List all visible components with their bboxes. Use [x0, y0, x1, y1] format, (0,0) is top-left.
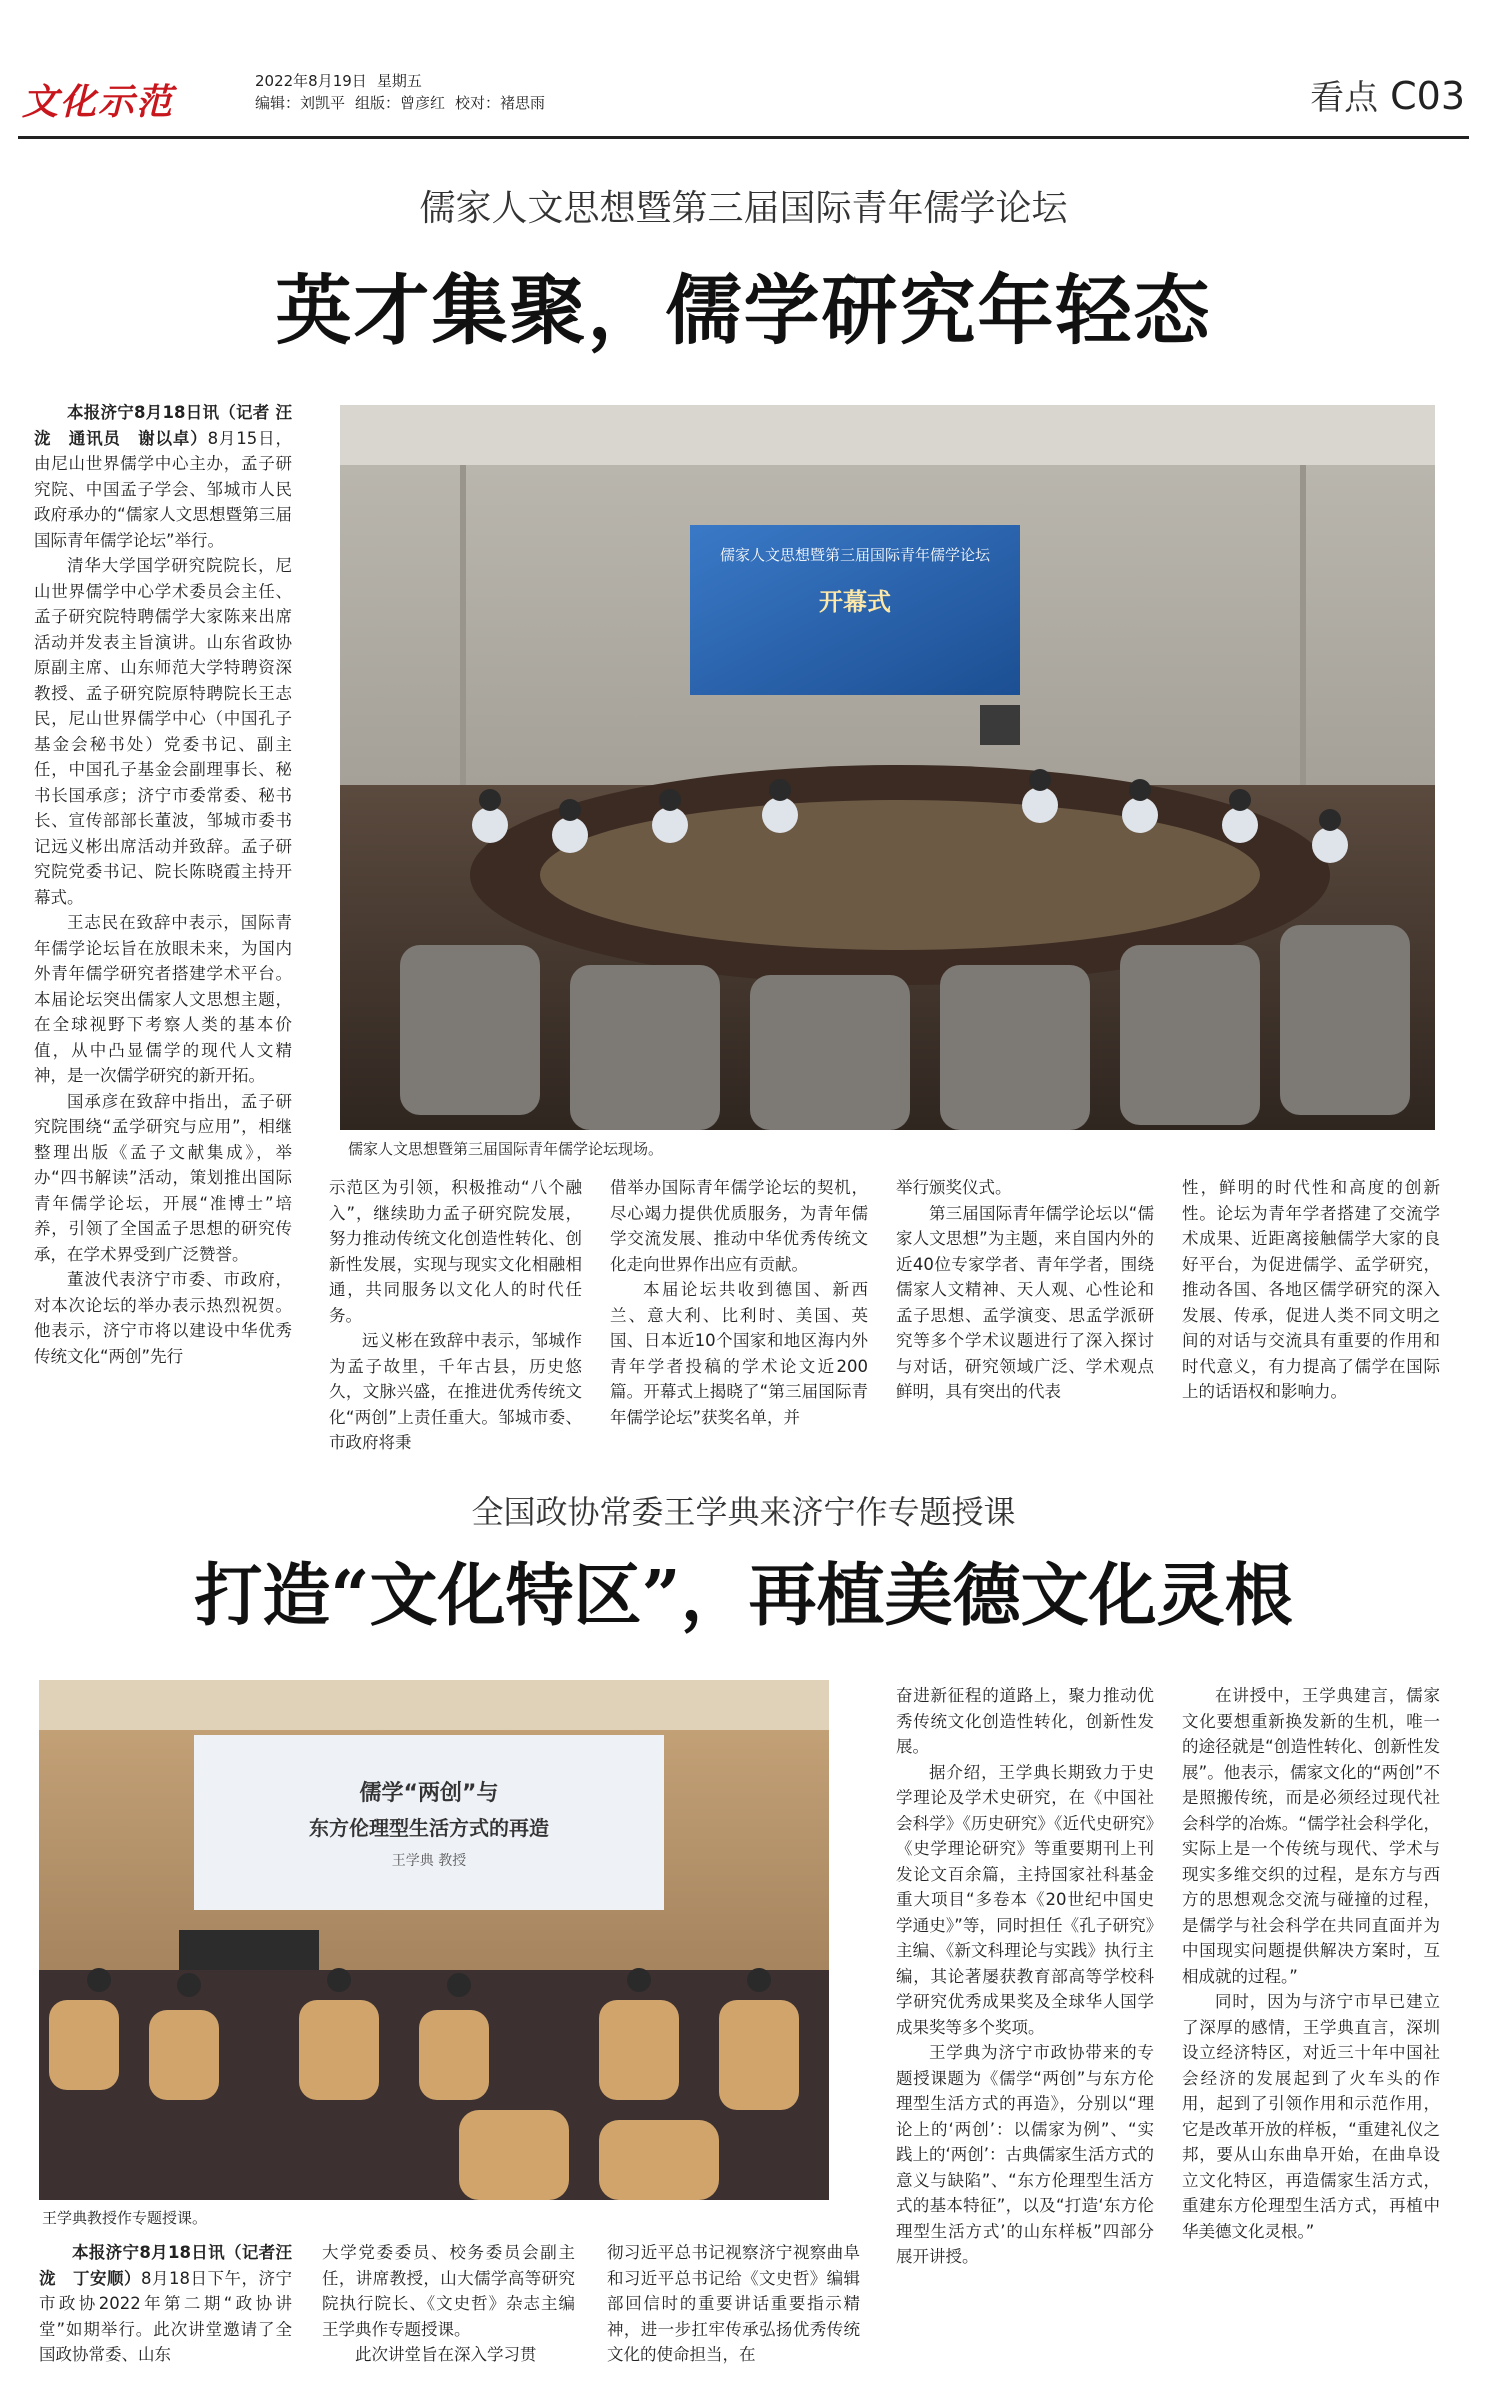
- article2-column-2: [322, 2240, 575, 2370]
- paragraph-text: 借举办国际青年儒学论坛的契机，尽心竭力提供优质服务，为青年儒学交流发展、推动中华优秀传统文化走向世界作出应有贡献。: [610, 1178, 868, 1274]
- paragraph: [1182, 1989, 1440, 2244]
- paragraph: [34, 1089, 292, 1268]
- paragraph-text: 在讲授中，王学典建言，儒家文化要想重新换发新的生机，唯一的途径就是“创造性转化、创新性发展”。他表示，儒家文化的“两创”不是照搬传统，而是必须经过现代社会科学的冶炼。“儒学社会科学化，实际上是一个传统与现代、学术与现实多维交织的过程，是东方与西方的思想观念交流与碰撞的过程，是儒学与社会科学在共同直面并为中国现实问题提供解决方案时，互相成就的过程。”: [1182, 1686, 1440, 1986]
- paragraph: [1182, 1683, 1440, 1989]
- paragraph: [1182, 1175, 1440, 1405]
- paragraph-text: 国承彦在致辞中指出，孟子研究院围绕“孟学研究与应用”，相继整理出版《孟子文献集成》，举办“四书解读”活动，策划推出国际青年儒学论坛，开展“准博士”培养，引领了全国孟子思想的研究传承，在学术界受到广泛赞誉。: [34, 1091, 292, 1264]
- paragraph-text: 清华大学国学研究院院长，尼山世界儒学中心学术委员会主任、孟子研究院特聘儒学大家陈来出席活动并发表主旨演讲。山东省政协原副主席、山东师范大学特聘资深教授、孟子研究院原特聘院长王志民，尼山世界儒学中心（中国孔子基金会秘书处）党委书记、副主任，中国孔子基金会副理事长、秘书长国承彦；济宁市委常委、秘书长、宣传部部长董波，邹城市委书记远义彬出席活动并致辞。孟子研究院党委书记、院长陈晓霞主持开幕式。: [34, 556, 292, 907]
- photo-screen-subtitle: 开幕式: [819, 588, 891, 616]
- paragraph: [896, 1760, 1154, 2041]
- article1-column-3: [610, 1175, 868, 1427]
- paragraph-text: 董波代表济宁市委、市政府，对本次论坛的举办表示热烈祝贺。他表示，济宁市将以建设中华优秀传统文化“两创”先行: [34, 1270, 292, 1366]
- paragraph: [610, 1175, 868, 1277]
- dateline: 本报济宁8月18日讯（记者汪泷 丁安顺）: [39, 2243, 292, 2288]
- paragraph-text: 此次讲堂旨在深入学习贯: [355, 2345, 537, 2364]
- paragraph-text: 8月15日，由尼山世界儒学中心主办，孟子研究院、中国孟子学会、邹城市人民政府承办的“儒家人文思想暨第三届国际青年儒学论坛”举行。: [34, 428, 293, 550]
- page-number: C03: [1390, 74, 1465, 118]
- article2-column-1: [39, 2240, 292, 2370]
- paragraph: [329, 1175, 582, 1328]
- lecture-screen-title-2: 东方伦理型生活方式的再造: [309, 1816, 549, 1840]
- paragraph: [896, 1683, 1154, 1760]
- paragraph: [329, 1328, 582, 1456]
- editor-credit: 编辑：刘凯平: [255, 94, 346, 112]
- paragraph: [34, 1267, 292, 1369]
- column-label: 看点: [1310, 78, 1379, 118]
- section-logo: 文化示范: [22, 82, 175, 123]
- paragraph: [322, 2342, 575, 2368]
- layout-credit: 组版：曾彦红: [355, 94, 446, 112]
- article2-column-3: [607, 2240, 860, 2370]
- lecture-photo-illustration: [39, 1680, 829, 2200]
- article2-column-5: [1182, 1683, 1440, 2373]
- paragraph-text: 本届论坛共收到德国、新西兰、意大利、比利时、美国、英国、日本近10个国家和地区海内外青年学者投稿的学术论文近200篇。开幕式上揭晓了“第三届国际青年儒学论坛”获奖名单，并: [610, 1280, 868, 1427]
- paragraph-text: 同时，因为与济宁市早已建立了深厚的感情，王学典直言，深圳设立经济特区，对近三十年中国社会经济的发展起到了火车头的作用，起到了引领作用和示范作用，它是改革开放的样板，“重建礼仪之邦，要从山东曲阜开始，在曲阜设立文化特区，再造儒家生活方式，重建东方伦理型生活方式，再植中华美德文化灵根。”: [1182, 1992, 1440, 2241]
- article1-kicker: 儒家人文思想暨第三届国际青年儒学论坛: [419, 188, 1068, 229]
- paragraph-text: 8月18日下午，济宁市政协2022年第二期“政协讲堂”如期举行。此次讲堂邀请了全国政协常委、山东: [39, 2268, 292, 2364]
- proof-credit: 校对：褚思雨: [455, 94, 546, 112]
- page-marker: [1310, 70, 1465, 119]
- paragraph-text: 第三届国际青年儒学论坛以“儒家人文思想”为主题，来自国内外的近40位专家学者、青年学者，围绕儒家人文精神、天人观、心性论和孟子思想、孟学演变、思孟学派研究等多个学术议题进行了深入探讨与对话，研究领域广泛、学术观点鲜明，具有突出的代表: [896, 1203, 1154, 1401]
- lecture-screen-speaker: 王学典 教授: [391, 1853, 467, 1869]
- paragraph-text: 据介绍，王学典长期致力于史学理论及学术史研究，在《中国社会科学》《历史研究》《近代史研究》《史学理论研究》等重要期刊上刊发论文百余篇，主持国家社科基金重大项目“多卷本《20世纪中国史学通史》”等，同时担任《孔子研究》主编、《新文科理论与实践》执行主编，其论著屡获教育部高等学校科学研究优秀成果奖及全球华人国学成果奖等多个奖项。: [896, 1762, 1154, 2037]
- paragraph-text: 示范区为引领，积极推动“八个融入”，继续助力孟子研究院发展，努力推动传统文化创造性转化、创新性发展，实现与现实文化相融相通，共同服务以文化人的时代任务。: [329, 1178, 582, 1325]
- paragraph: [896, 1201, 1154, 1405]
- paragraph-text: 彻习近平总书记视察济宁视察曲阜和习近平总书记给《文史哲》编辑部回信时的重要讲话重要指示精神，进一步扛牢传承弘扬优秀传统文化的使命担当，在: [607, 2243, 860, 2364]
- forum-photo-caption: 儒家人文思想暨第三届国际青年儒学论坛现场。: [348, 1140, 664, 1158]
- article2-column-4: [896, 1683, 1154, 2373]
- issue-weekday: 星期五: [376, 72, 422, 90]
- paragraph-text: 性，鲜明的时代性和高度的创新性。论坛为青年学者搭建了交流学术成果、近距离接触儒学大家的良好平台，为促进儒学、孟学研究，推动各国、各地区儒学研究的深入发展、传承，促进人类不同文明之间的对话与交流具有重要的作用和时代意义，有力提高了儒学在国际上的话语权和影响力。: [1182, 1178, 1440, 1401]
- paragraph: [896, 2040, 1154, 2270]
- paragraph: [34, 553, 292, 910]
- forum-photo: [340, 405, 1435, 1130]
- paragraph: [34, 910, 292, 1089]
- photo-screen-title: 儒家人文思想暨第三届国际青年儒学论坛: [719, 546, 991, 564]
- article1-column-5: [1182, 1175, 1440, 1415]
- paragraph-text: 王学典为济宁市政协带来的专题授课题为《儒学“两创”与东方伦理型生活方式的再造》，分别以“理论上的‘两创’：以儒家为例”、“实践上的‘两创’：古典儒家生活方式的意义与缺陷”、“东方伦理型生活方式的基本特征”，以及“打造‘东方伦理型生活方式’的山东样板”四部分展开讲授。: [896, 2043, 1154, 2266]
- lecture-screen-title: 儒学“两创”与: [359, 1781, 499, 1806]
- paragraph-text: 远义彬在致辞中表示，邹城作为孟子故里，千年古县，历史悠久，文脉兴盛，在推进优秀传统文化“两创”上责任重大。邹城市委、市政府将秉: [329, 1331, 582, 1452]
- paragraph: [34, 400, 292, 553]
- issue-date: 2022年8月19日: [255, 72, 367, 90]
- lecture-photo: [39, 1680, 829, 2200]
- paragraph-text: 王志民在致辞中表示，国际青年儒学论坛旨在放眼未来，为国内外青年儒学研究者搭建学术平台。本届论坛突出儒家人文思想主题，在全球视野下考察人类的基本价值，从中凸显儒学的现代人文精神，是一次儒学研究的新开拓。: [34, 913, 292, 1085]
- article2-headline: 打造“文化特区”，再植美德文化灵根: [194, 1556, 1293, 1636]
- article1-headline: 英才集聚，儒学研究年轻态: [275, 266, 1212, 355]
- article2-kicker: 全国政协常委王学典来济宁作专题授课: [471, 1493, 1016, 1531]
- masthead-meta: [255, 70, 555, 114]
- article1-column-1: [34, 400, 292, 1410]
- article1-column-2: [329, 1175, 582, 1452]
- dateline: 本报济宁8月18日讯（记者 汪泷 通讯员 谢以卓）: [34, 403, 292, 448]
- paragraph: [607, 2240, 860, 2368]
- forum-photo-illustration: [340, 405, 1435, 1130]
- paragraph: [610, 1277, 868, 1430]
- paragraph-text: 举行颁奖仪式。: [896, 1178, 1012, 1197]
- paragraph: [39, 2240, 292, 2368]
- paragraph: [322, 2240, 575, 2342]
- paragraph-text: 奋进新征程的道路上，聚力推动优秀传统文化创造性转化，创新性发展。: [896, 1686, 1154, 1756]
- paragraph-text: 大学党委委员、校务委员会副主任，讲席教授，山大儒学高等研究院执行院长、《文史哲》杂志主编王学典作专题授课。: [322, 2243, 575, 2339]
- lecture-photo-caption: 王学典教授作专题授课。: [42, 2209, 208, 2227]
- article1-column-4: [896, 1175, 1154, 1415]
- paragraph: [896, 1175, 1154, 1201]
- masthead-rule: [18, 136, 1469, 139]
